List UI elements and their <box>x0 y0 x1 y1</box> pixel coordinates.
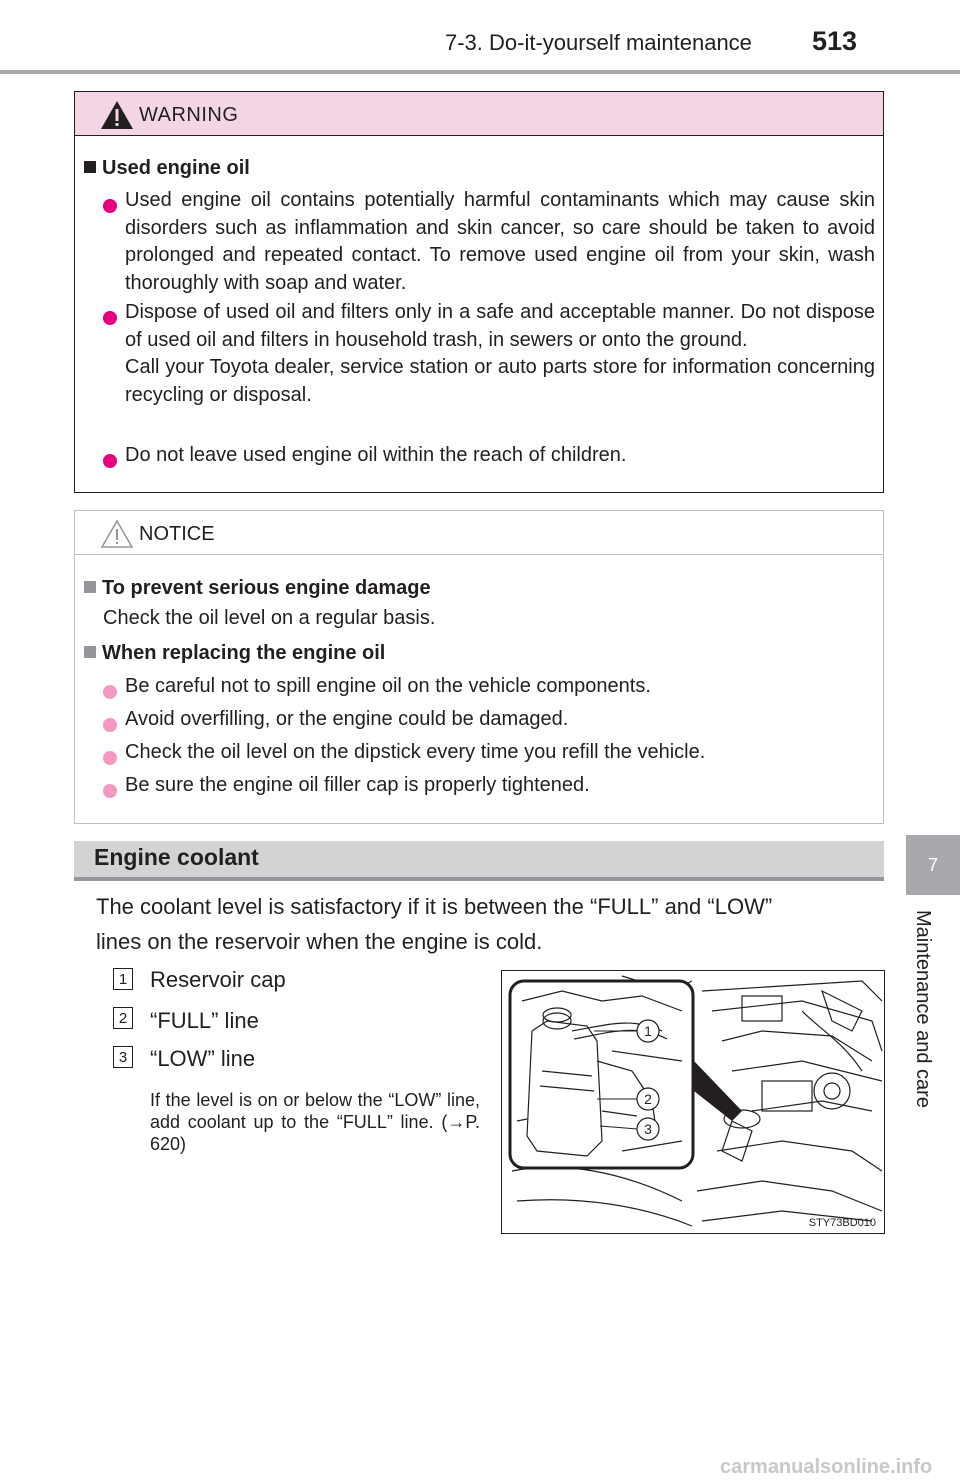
notice-bullet: Be sure the engine oil filler cap is properly tightened. <box>125 772 875 800</box>
warning-triangle-icon <box>100 100 134 130</box>
notice-bullet: Check the oil level on the dipstick every time you refill the vehicle. <box>125 739 875 767</box>
callout-badge <box>637 1020 659 1042</box>
warning-section-title: Used engine oil <box>84 157 250 180</box>
notice-section-title: To prevent serious engine damage <box>84 577 431 600</box>
callout-badge <box>637 1088 659 1110</box>
section-heading-underline <box>74 877 884 881</box>
section-heading: Engine coolant <box>94 844 259 870</box>
bullet-dot-icon <box>103 454 117 468</box>
chapter-tab <box>906 835 960 895</box>
warning-box <box>74 91 884 493</box>
notice-text: Check the oil level on a regular basis. <box>103 607 436 629</box>
svg-text:1: 1 <box>644 1023 652 1039</box>
notice-label: NOTICE <box>139 523 215 545</box>
item-label: “LOW” line <box>150 1046 256 1071</box>
caution-triangle-icon <box>100 519 134 549</box>
bullet-dot-icon <box>103 751 117 765</box>
notice-box <box>74 510 884 824</box>
notice-bullet: Avoid overfilling, or the engine could be damaged. <box>125 706 875 734</box>
warning-bullet: Used engine oil contains potentially harmful contaminants which may cause skin disorders such as inflammation and skin cancer, so care should be taken to avoid prolonged and repeated contact. To remove used engine oil from your skin, wash thoroughly with soap and water. <box>125 187 875 297</box>
square-bullet-icon <box>84 581 96 593</box>
bullet-dot-icon <box>103 685 117 699</box>
bullet-dot-icon <box>103 311 117 325</box>
callout-badge <box>637 1118 659 1140</box>
bullet-dot-icon <box>103 784 117 798</box>
warning-header <box>75 92 883 136</box>
warning-bullet: Do not leave used engine oil within the reach of children. <box>125 442 875 470</box>
section-header: 7-3. Do-it-yourself maintenance <box>445 30 752 55</box>
chapter-number: 7 <box>927 854 938 875</box>
item-number-badge: 1 <box>113 968 133 990</box>
page-number: 513 <box>812 26 858 56</box>
notice-header <box>75 511 883 555</box>
watermark: carmanualsonline.info <box>720 1456 933 1478</box>
notice-section-title: When replacing the engine oil <box>84 642 385 665</box>
bullet-dot-icon <box>103 199 117 213</box>
item-label: “FULL” line <box>150 1008 259 1033</box>
warning-bullet: Dispose of used oil and filters only in a safe and acceptable manner. Do not dispose of used oil and filters in household trash, in sewers or onto the ground. Call your Toyota dealer, service station or auto parts store for information concerning recycling or disposal. <box>125 299 875 409</box>
item-number-badge: 2 <box>113 1007 133 1029</box>
coolant-intro-line: lines on the reservoir when the engine is cold. <box>96 929 543 954</box>
item-number-badge: 3 <box>113 1046 133 1068</box>
square-bullet-icon <box>84 646 96 658</box>
bullet-dot-icon <box>103 718 117 732</box>
square-bullet-icon <box>84 161 96 173</box>
warning-label: WARNING <box>139 104 239 126</box>
engine-bay-drawing <box>502 971 885 1234</box>
coolant-note: If the level is on or below the “LOW” line, add coolant up to the “FULL” line. (→P. 620) <box>150 1090 480 1154</box>
coolant-intro-line: The coolant level is satisfactory if it is between the “FULL” and “LOW” <box>96 894 773 919</box>
svg-text:3: 3 <box>644 1121 652 1137</box>
engine-coolant-illustration <box>501 970 885 1234</box>
chapter-title: Maintenance and care <box>912 910 934 1108</box>
notice-bullet: Be careful not to spill engine oil on the vehicle components. <box>125 673 875 701</box>
svg-text:2: 2 <box>644 1091 652 1107</box>
item-label: Reservoir cap <box>150 967 286 992</box>
header-rule <box>0 70 960 74</box>
image-code: STY73BD010 <box>808 1217 876 1229</box>
